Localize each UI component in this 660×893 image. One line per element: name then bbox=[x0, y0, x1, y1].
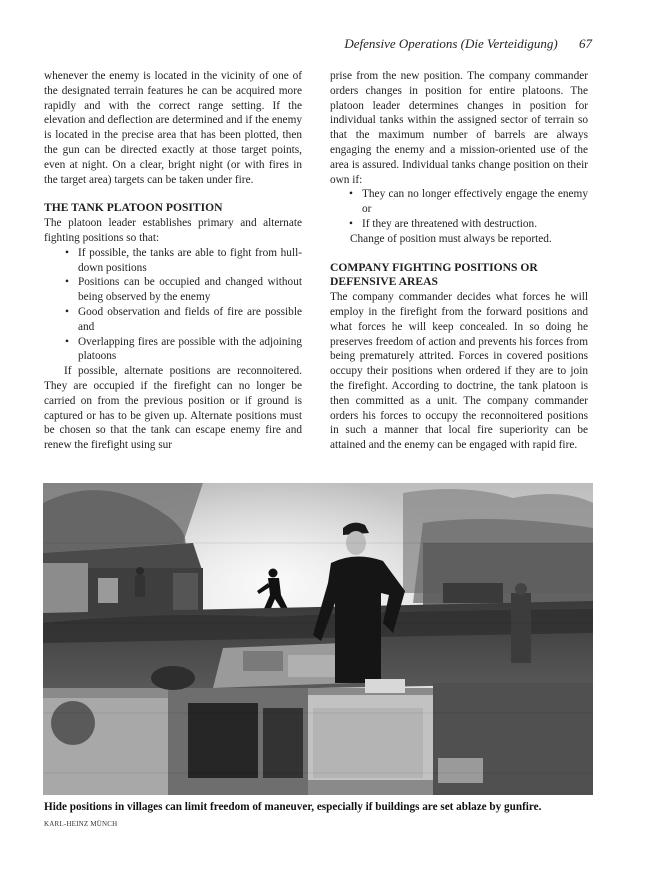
spacer bbox=[330, 247, 588, 261]
alternate-positions-paragraph: If possible, alternate positions are reconnoitered. They are occupied if the firefight can no longer be carried on from the previous position or if ground is captured or has to be given up. Alternate positions must be chosen so that the tank can escape enemy fire and renew the firefight using sur bbox=[44, 365, 302, 452]
spacer bbox=[44, 187, 302, 201]
list-item: • Overlapping fires are possible with the adjoining platoons bbox=[78, 335, 302, 365]
figure-caption: Hide positions in villages can limit freedom of maneuver, especially if buildings are set ablaze by gunfire. bbox=[44, 801, 542, 813]
running-head bbox=[344, 36, 592, 52]
platoon-position-list bbox=[44, 246, 302, 364]
list-item: • They can no longer effectively engage the enemy or bbox=[362, 187, 588, 217]
heading-line-2: DEFENSIVE AREAS bbox=[330, 275, 438, 289]
running-head-title: Defensive Operations (Die Verteidigung) bbox=[344, 36, 558, 51]
right-column bbox=[330, 69, 588, 453]
list-item: • Positions can be occupied and changed without being observed by the enemy bbox=[78, 275, 302, 305]
company-positions-paragraph: The company commander decides what forces he will employ in the firefight from the forward positions and what forces he will keep concealed. In so doing he preserves freedom of action and prevents his forces from being prematurely attrited. Forces in covered positions occupy their positions when ordered if they are to join the firefight. According to doctrine, the tank platoon is then committed as a unit. The company commander orders his forces to occupy the reconnoitered positions in such a manner that local fire superiority can be attained and the enemy can be engaged with rapid fire. bbox=[330, 291, 588, 452]
page-number: 67 bbox=[579, 36, 592, 51]
left-column bbox=[44, 69, 302, 453]
figure-photo bbox=[43, 483, 593, 795]
photo-illustration bbox=[43, 483, 593, 795]
list-item: • If they are threatened with destruction. bbox=[362, 217, 588, 232]
section-lead: The platoon leader establishes primary and alternate fighting positions so that: bbox=[44, 217, 302, 244]
tank-position-change-list bbox=[330, 187, 588, 231]
bullet-followup: Change of position must always be reported. bbox=[350, 232, 552, 245]
intro-paragraph: whenever the enemy is located in the vicinity of one of the designated terrain features he can be acquired more rapidly and with the correct range setting. If the elevation and deflection are determined and if the enemy is located in the precise area that has been plotted, then the gun can be directed exactly at those target points, even at night. On a clear, bright night (or with fires in the target area) targets can be taken under fire. bbox=[44, 70, 302, 186]
section-heading-tank-platoon: THE TANK PLATOON POSITION bbox=[44, 201, 223, 215]
heading-line-1: COMPANY FIGHTING POSITIONS OR bbox=[330, 260, 538, 274]
photo-credit: KARL-HEINZ MÜNCH bbox=[44, 820, 118, 828]
list-item: • If possible, the tanks are able to fight from hull-down positions bbox=[78, 246, 302, 276]
list-item: • Good observation and fields of fire are possible and bbox=[78, 305, 302, 335]
section-heading-company-positions bbox=[330, 261, 588, 291]
continued-paragraph: prise from the new position. The company commander orders changes in position for entire platoons. The platoon leader determines changes in position for individual tanks within the assigned sector of terrain so that the maximum number of barrels are always engaging the enemy and a mission-oriented use of the area is assured. Individual tanks change position on their own if: bbox=[330, 70, 588, 186]
